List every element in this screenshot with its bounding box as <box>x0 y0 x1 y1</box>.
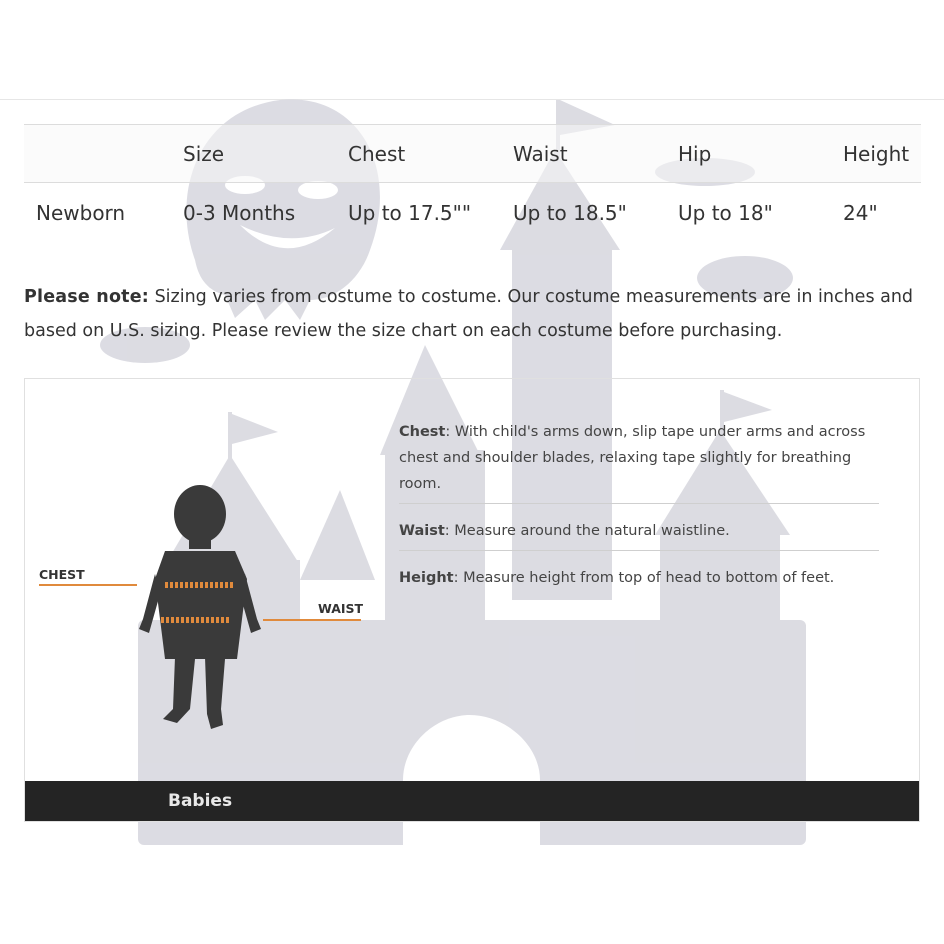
baby-leg <box>163 657 195 723</box>
table-header-size: Size <box>183 141 225 166</box>
table-header-height: Height <box>843 141 910 166</box>
note-label: Please note: <box>24 287 149 307</box>
baby-arm <box>139 574 160 633</box>
table-cell: Up to 17.5"" <box>348 200 472 225</box>
baby-neck <box>189 537 211 549</box>
baby-arm <box>240 574 261 633</box>
size-chart-panel <box>24 378 920 822</box>
waist-label: WAIST <box>318 601 364 616</box>
note-text: Sizing varies from costume to costume. Our costume measurements are in inches and based on U.S. sizing. Please review the size chart on each costume before purchasing. <box>24 287 914 341</box>
table-cell: Newborn <box>36 200 126 225</box>
measurement-waist <box>399 503 879 550</box>
chest-label: CHEST <box>39 567 85 582</box>
table-header-row <box>24 125 921 183</box>
measurement-term: Chest <box>399 424 446 440</box>
sizing-note <box>24 280 924 348</box>
table-header-chest: Chest <box>348 141 406 166</box>
table-header-waist: Waist <box>513 141 568 166</box>
table-cell: Up to 18" <box>678 200 773 225</box>
table-cell: 24" <box>843 200 878 225</box>
size-table <box>24 124 921 243</box>
measurement-text: : Measure height from top of head to bottom of feet. <box>453 570 835 586</box>
measurement-instructions <box>399 419 879 597</box>
category-bar <box>25 781 920 822</box>
measurement-text: : With child's arms down, slip tape under arms and across chest and shoulder blades, relaxing tape slightly for breathing room. <box>399 424 866 492</box>
measurement-term: Height <box>399 570 454 586</box>
table-cell: Up to 18.5" <box>513 200 627 225</box>
baby-leg <box>205 657 225 729</box>
measurement-chest <box>399 419 879 503</box>
table-header-cell <box>24 125 171 183</box>
table-header-hip: Hip <box>678 141 712 166</box>
baby-body <box>155 551 247 659</box>
category-label: Babies <box>168 791 233 811</box>
baby-head <box>174 485 226 543</box>
measurement-height <box>399 550 879 597</box>
measurement-text: : Measure around the natural waistline. <box>444 523 730 539</box>
table-cell: 0-3 Months <box>183 200 296 225</box>
table-row <box>24 183 921 243</box>
measurement-term: Waist <box>399 523 445 539</box>
